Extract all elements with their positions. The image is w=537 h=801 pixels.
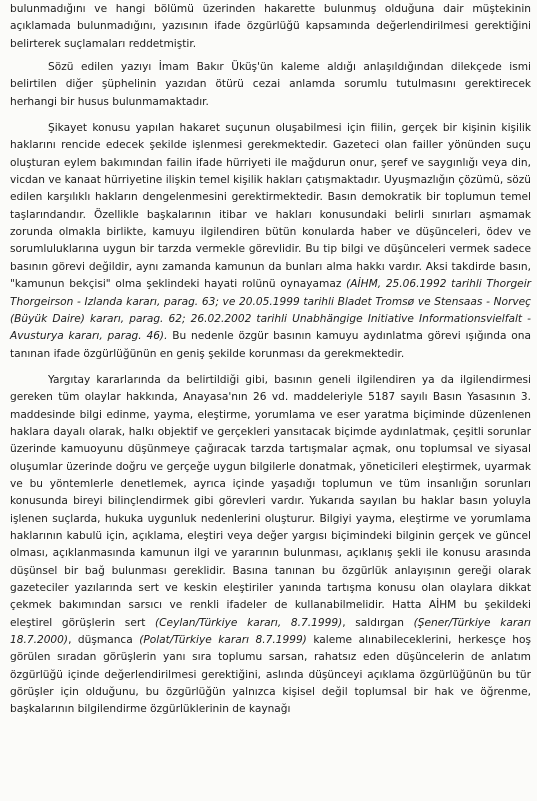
case-citation: (Şener/Türkiye kararı 18.7.2000) xyxy=(10,616,531,647)
case-citation: (AİHM, 25.06.1992 tarihli Thorgeir Thorgeirson - Izlanda kararı, parag. 63; ve 20.05.1999 tarihli Bladet Tromsø ve Stensaas - Norveç (Büyük Daire) kararı, parag. 62; 26.02.2002 tarihli Unabhängige Initiative Informationsvielfalt - Avusturya kararı, parag. 46). xyxy=(10,278,531,343)
paragraph-text: Şikayet konusu yapılan hakaret suçunun oluşabilmesi için fiilin, gerçek bir kişinin kişilik haklarını rencide edecek şekilde işlenmesi gerekmektedir. Gazeteci olan failler yönünden suçu oluşturan eylem bakımından failin ifade hürriyeti ile mağdurun onur, şeref ve saygınlığı veya din, vicdan ve kanaat hürriyetine ilişkin temel kişilik hakları çatışmaktadır. Uyuşmazlığın çözümü, sözü edilen karşılıklı hakların dengelenmesini gerektirmektedir. Basın demokratik bir toplumun temel taşlarındandır. Özellikle başkalarının itibar ve hakları konusundaki belirli sınırları aşmamak zorunda olmakla birlikte, kamuyu ilgilendiren bütün konularda haber ve düşünceleri, ödev ve sorumluluklarına uygun bir tarzda vermekle görevlidir. Bu tip bilgi ve düşünceleri vermek sadece basının görevi değildir, aynı zamanda kamunun da bunları alma hakkı vardır. Aksi takdirde basın, "kamunun bekçisi" olma şeklindeki hayati rolünü oynayamaz xyxy=(10,122,531,291)
paragraph-supreme-court-precedent xyxy=(10,372,531,719)
paragraph-defamation-analysis xyxy=(10,120,531,363)
paragraph-author-responsibility xyxy=(10,59,531,111)
paragraph-text: kaleme alınabileceklerini, herkesçe hoş görülen sıradan görüşlerin yanı sıra toplumu sarsan, rahatsız eden düşüncelerin de anlatım özgürlüğü içinde değerlendirilmesi gerektiğini, aslında düşünceyi açıklama özgürlüğünün bu tür görüşler için olduğunu, bu özgürlüğün yalnızca kişisel değil toplumsal bir hak ve öğrenme, başkalarının bilgilendirme özgürlüklerinin de kaynağı xyxy=(10,634,531,716)
document-page xyxy=(0,1,537,801)
paragraph-text: , düşmanca xyxy=(68,634,140,647)
case-citation: (Polat/Türkiye kararı 8.7.1999) xyxy=(139,634,307,647)
paragraph-continuation xyxy=(10,1,531,53)
paragraph-text: bulunmadığını ve hangi bölümü üzerinden hakarette bulunmuş olduğuna dair müştekinin açıklamada bulunmadığını, yazısının ifade özgürlüğü kapsamında değerlendirilmesi gerektiğini belirterek suçlamaları reddetmiştir. xyxy=(10,3,531,50)
paragraph-text: Yargıtay kararlarında da belirtildiği gibi, basının geneli ilgilendiren ya da ilgilendirmesi gereken tüm olaylar hakkında, Anayasa'nın 26 vd. maddeleriyle 5187 sayılı Basın Yasasının 3. maddesinde bilgi edinme, yayma, eleştirme, yorumlama ve eser yaratma biçiminde düzenlenen haklara dayalı olarak, halkı objektif ve gerçekleri yansıtacak biçimde aydınlatmak, çeşitli sorunlar üzerinde kamuoyunu düşünmeye çağıracak tarzda tartışmalar açmak, onu toplumsal ve siyasal oluşumlar üzerinde doğru ve gerçeğe uygun bilgilerle donatmak, yöneticileri eleştirmek, uyarmak ve bu yöntemlerle denetlemek, ayrıca içinde yaşadığı toplumun ve tüm insanlığın sorunları konusunda bireyi bilinçlendirmek gibi görevleri vardır. Yukarıda sayılan bu haklar basın yoluyla işlenen suçlarda, hukuka uygunluk nedenlerini oluşturur. Bilgiyi yayma, eleştirme ve yorumlama haklarının kabulü için, açıklama, eleştiri veya değer yargısı biçimindeki bilginin gerçek ve güncel olması, açıklanmasında kamunun ilgi ve yararının bulunması, açıklanış şekli ile konusu arasında düşünsel bir bağ bulunması gereklidir. Basına tanınan bu özgürlük anlayışının gereği olarak gazeteciler yazılarında sert ve keskin eleştiriler yanında tartışma konusu olan olaylara dikkat çekmek bakımından sarsıcı ve renkli ifadeler de kullanabilmelidir. Hatta AİHM bu şekildeki eleştirel görüşlerin sert xyxy=(10,373,531,629)
paragraph-text: Sözü edilen yazıyı İmam Bakır Üküş'ün kaleme aldığı anlaşıldığından dilekçede ismi belirtilen diğer şüphelinin yazıdan ötürü cezai anlamda sorumlu tutulmasını gerektirecek herhangi bir husus bulunmamaktadır. xyxy=(10,61,531,108)
paragraph-text: , saldırgan xyxy=(342,616,414,629)
paragraph-text: Bu nedenle özgür basının kamuyu aydınlatma görevi ışığında ona tanınan ifade özgürlüğünün en geniş şekilde korunması da gerekmektedir. xyxy=(10,330,531,360)
case-citation: (Ceylan/Türkiye kararı, 8.7.1999) xyxy=(155,616,343,629)
